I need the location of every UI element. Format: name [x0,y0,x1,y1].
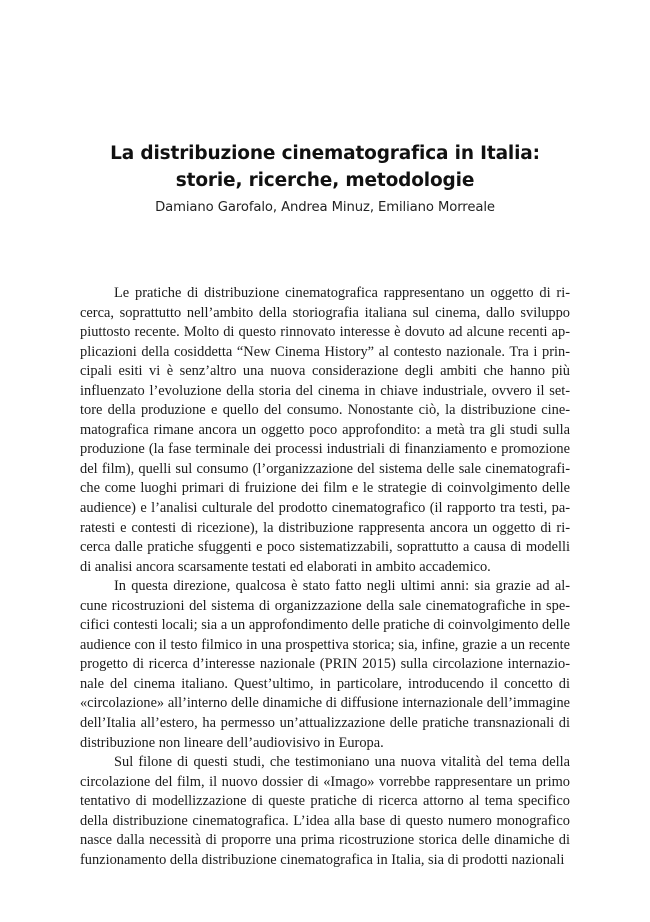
paragraph-line: ratesti e contesti di ricezione), la distribuzione rappresenta ancora un oggetto di ri- [80,519,570,536]
paragraph-line: cerca, soprattutto nell’ambito della storiografia italiana sul cinema, dallo sviluppo [80,304,570,321]
paragraph-line: influenzato l’evoluzione della storia del cinema in chiave industriale, ovvero il set- [80,382,570,399]
paragraph-line: plicazioni della cosiddetta “New Cinema History” al contesto nazionale. Tra i prin- [80,343,570,360]
paragraph-line: audience con il testo filmico in una prospettiva storica; sia, infine, grazie a un recente [80,636,570,653]
paragraph-line: che come luoghi primari di fruizione dei film e le strategie di coinvolgimento delle [80,480,570,497]
paragraph-line: Sul filone di questi studi, che testimoniano una nuova vitalità del tema della [114,754,570,771]
paragraph-line: produzione (la fase terminale dei processi industriali di finanziamento e promozione [80,441,570,458]
paragraph-line: circolazione del film, il nuovo dossier di «Imago» vorrebbe rappresentare un primo [80,773,570,790]
paragraph-line: della distribuzione cinematografica. L’idea alla base di questo numero monografico [80,812,570,829]
paragraph-line: piuttosto recente. Molto di questo rinnovato interesse è dovuto ad alcune recenti ap- [80,324,570,341]
paragraph-line: audience) e l’analisi culturale del prodotto cinematografico (il rapporto tra testi, pa- [80,500,570,517]
paragraph-line: In questa direzione, qualcosa è stato fatto negli ultimi anni: sia grazie ad al- [114,578,570,595]
paragraph-line: tentativo di modellizzazione di queste pratiche di ricerca attorno al tema specifico [80,793,570,810]
paragraph-line: di analisi ancora scarsamente testati ed elaborati in ambito accademico. [80,558,491,575]
article-heading [0,140,650,217]
paragraph-line: progetto di ricerca d’interesse nazionale (PRIN 2015) sulla circolazione internazio- [80,656,570,673]
article-authors: Damiano Garofalo, Andrea Minuz, Emiliano Morreale [155,200,495,215]
paragraph-line: dell’Italia all’estero, ha permesso un’attualizzazione delle pratiche transnazionali di [80,715,570,732]
paragraph-line: tore della produzione e quello del consumo. Nonostante ciò, la distribuzione cine- [80,402,570,419]
paragraph-line: cerca dalle pratiche sfuggenti e poco sistematizzabili, soprattutto a causa di modelli [80,539,570,556]
paragraph-line: nasce dalla necessità di proporre una prima ricostruzione storica delle dinamiche di [80,832,570,849]
paragraph-line: cune ricostruzioni del sistema di organizzazione della sale cinematografiche in spe- [80,597,570,614]
paragraph [80,753,570,870]
article-title-line-1: La distribuzione cinematografica in Italia: [110,143,540,164]
paragraph-line: del film), quelli sul consumo (l’organizzazione del sistema delle sale cinematografi- [80,460,570,477]
paragraph [80,577,570,753]
paragraph-line: cifici contesti locali; sia a un approfondimento delle pratiche di coinvolgimento delle [80,617,570,634]
paragraph-line: distribuzione non lineare dell’audiovisivo in Europa. [80,734,384,751]
article-body [80,284,570,870]
paragraph-line: matografica rimane ancora un oggetto poco approfondito: a metà tra gli studi sulla [80,421,570,438]
paragraph-line: cipali esiti vi è senz’altro una nuova considerazione degli ambiti che hanno più [80,363,570,380]
paragraph-line: funzionamento della distribuzione cinematografica in Italia, sia di prodotti nazionali [80,851,565,868]
paragraph-line: nale del cinema italiano. Quest’ultimo, in particolare, introducendo il concetto di [80,675,570,692]
paragraph-line: Le pratiche di distribuzione cinematografica rappresentano un oggetto di ri- [114,285,570,301]
article-title-line-2: storie, ricerche, metodologie [175,170,475,191]
paragraph [80,284,570,577]
paragraph-line: «circolazione» all’interno delle dinamiche di diffusione internazionale dell’immagine [80,695,570,712]
